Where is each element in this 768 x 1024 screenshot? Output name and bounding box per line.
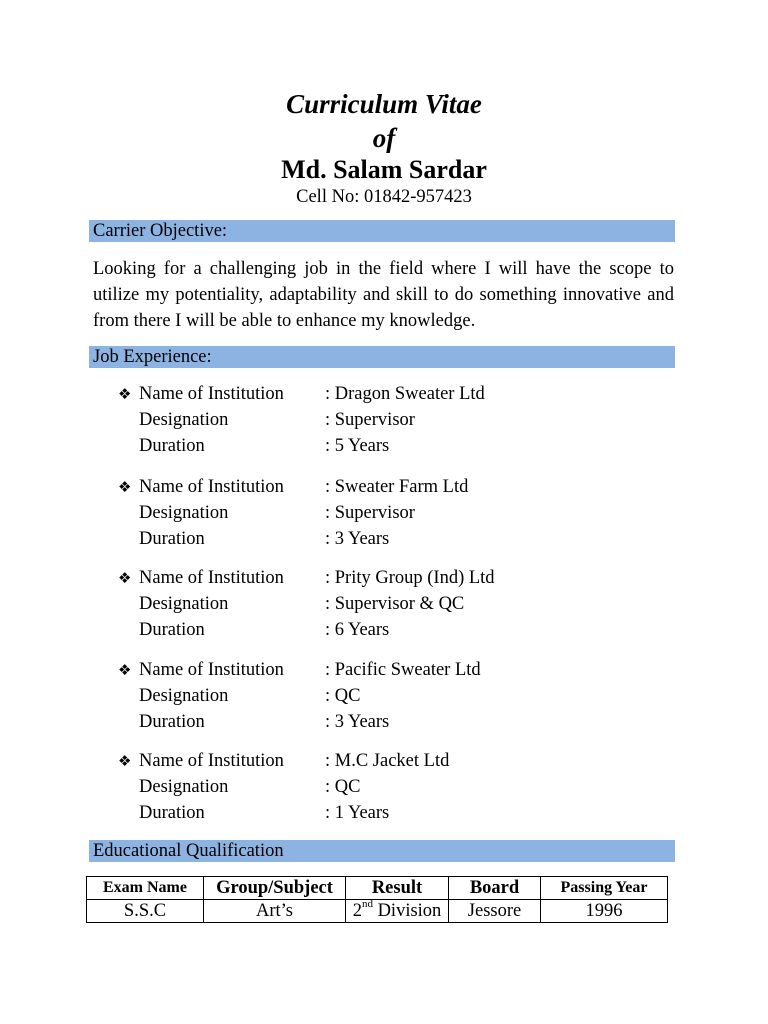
institution-label: Name of Institution: [139, 660, 284, 680]
cell-number: Cell No: 01842-957423: [296, 187, 472, 207]
job-entry: [0, 748, 768, 828]
institution-label: Name of Institution: [139, 384, 284, 404]
designation-value: : Supervisor & QC: [325, 594, 465, 614]
duration-value: : 1 Years: [325, 803, 390, 823]
institution-label: Name of Institution: [139, 568, 284, 588]
column-header-result: Result: [346, 877, 449, 900]
diamond-bullet-icon: ❖: [118, 478, 132, 496]
result-text: Division: [372, 901, 442, 921]
designation-label: Designation: [139, 686, 229, 706]
cv-title: Curriculum Vitae: [286, 89, 482, 119]
table-header-row: [87, 877, 668, 900]
job-entry: [0, 657, 768, 737]
column-header-exam: Exam Name: [87, 877, 204, 900]
column-header-board: Board: [449, 877, 541, 900]
diamond-bullet-icon: ❖: [118, 752, 132, 770]
duration-label: Duration: [139, 620, 205, 640]
objective-text: Looking for a challenging job in the field where I will have the scope to utilize my potentiality, adaptability and skill to do something innovative and from there I will be able to enhance my knowledge.: [93, 259, 674, 331]
diamond-bullet-icon: ❖: [118, 385, 132, 403]
column-header-year: Passing Year: [541, 877, 668, 900]
exam-cell: S.S.C: [87, 900, 204, 923]
duration-label: Duration: [139, 529, 205, 549]
result-ordinal: nd: [361, 897, 373, 910]
designation-value: : QC: [325, 777, 361, 797]
designation-value: : Supervisor: [325, 410, 415, 430]
duration-label: Duration: [139, 436, 205, 456]
table-row: [87, 900, 668, 923]
result-number: 2: [352, 901, 362, 921]
designation-label: Designation: [139, 777, 229, 797]
duration-value: : 3 Years: [325, 712, 390, 732]
institution-value: : Dragon Sweater Ltd: [325, 384, 485, 404]
group-cell: Art’s: [204, 900, 346, 923]
experience-heading: Job Experience:: [89, 346, 675, 368]
diamond-bullet-icon: ❖: [118, 569, 132, 587]
year-cell: 1996: [541, 900, 668, 923]
duration-value: : 3 Years: [325, 529, 390, 549]
board-cell: Jessore: [449, 900, 541, 923]
result-cell: [346, 897, 449, 923]
institution-label: Name of Institution: [139, 477, 284, 497]
designation-label: Designation: [139, 594, 229, 614]
column-header-group: Group/Subject: [204, 877, 346, 900]
cv-title-of: of: [372, 123, 396, 153]
diamond-bullet-icon: ❖: [118, 661, 132, 679]
duration-value: : 5 Years: [325, 436, 390, 456]
job-entry: [0, 474, 768, 554]
designation-value: : QC: [325, 686, 361, 706]
education-heading: Educational Qualification: [89, 840, 675, 862]
duration-label: Duration: [139, 803, 205, 823]
designation-value: : Supervisor: [325, 503, 415, 523]
designation-label: Designation: [139, 503, 229, 523]
institution-value: : Prity Group (Ind) Ltd: [325, 568, 495, 588]
institution-value: : Pacific Sweater Ltd: [325, 660, 481, 680]
candidate-name: Md. Salam Sardar: [281, 155, 487, 184]
job-entry: [0, 381, 768, 461]
education-table: [86, 876, 668, 923]
duration-value: : 6 Years: [325, 620, 390, 640]
institution-label: Name of Institution: [139, 751, 284, 771]
job-entry: [0, 565, 768, 645]
designation-label: Designation: [139, 410, 229, 430]
institution-value: : M.C Jacket Ltd: [325, 751, 450, 771]
objective-heading: Carrier Objective:: [89, 220, 675, 242]
institution-value: : Sweater Farm Ltd: [325, 477, 469, 497]
duration-label: Duration: [139, 712, 205, 732]
